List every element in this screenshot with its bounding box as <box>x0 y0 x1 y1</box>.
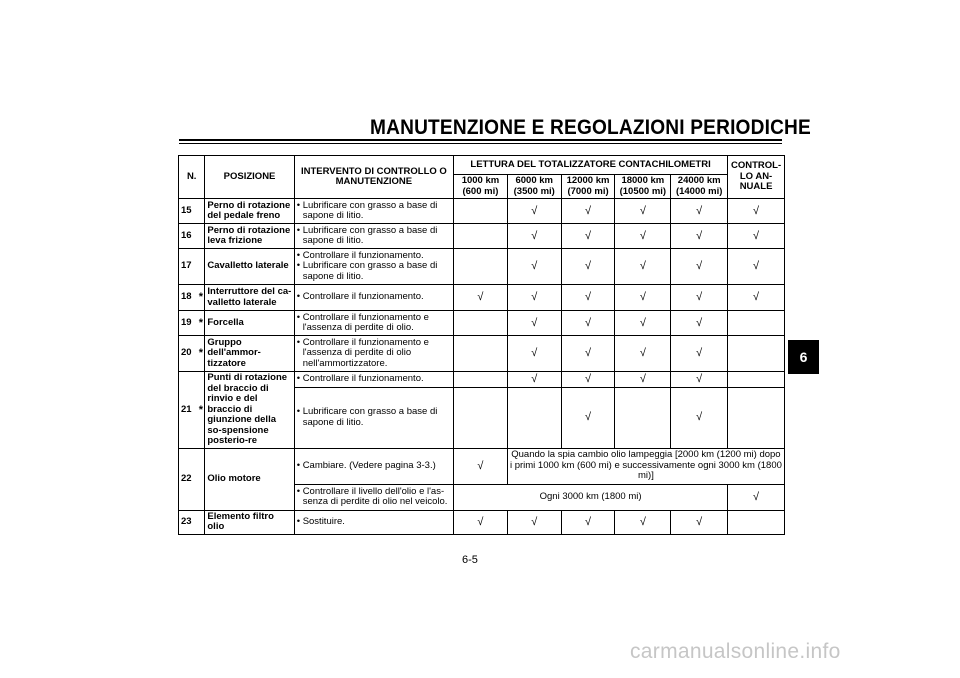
header-reading: LETTURA DEL TOTALIZZATORE CONTACHILOMETRI <box>454 156 728 175</box>
interval-4: 18000 km (10500 mi) <box>615 175 671 199</box>
check-mark: √ <box>507 224 561 249</box>
watermark[interactable]: carmanualsonline.info <box>630 640 841 663</box>
check-mark: √ <box>561 199 615 224</box>
position-cell: Interruttore del ca-valletto laterale <box>205 285 294 311</box>
check-mark: √ <box>561 249 615 285</box>
check-mark: √ <box>454 510 508 534</box>
position-cell: Perno di rotazione leva frizione <box>205 224 294 249</box>
check-mark: √ <box>728 484 785 510</box>
check-mark: √ <box>561 387 615 448</box>
table-row: 17 Cavalletto laterale • Controllare il funzionamento. • Lubrificare con grasso a base di sapone di litio. √ √ √ √ √ <box>179 249 785 285</box>
title-rule-thin <box>179 143 782 144</box>
chapter-tab: 6 <box>788 340 819 374</box>
table-row: • Controllare il livello dell'olio e l'as-senza di perdite di olio nel veicolo. Ogni 3000 km (1800 mi) √ <box>179 484 785 510</box>
interval-2: 6000 km (3500 mi) <box>507 175 561 199</box>
header-no: N. <box>179 156 205 199</box>
maintenance-table <box>178 155 785 535</box>
position-cell: Olio motore <box>205 448 294 510</box>
page-title: MANUTENZIONE E REGOLAZIONI PERIODICHE <box>370 116 811 139</box>
check-mark: √ <box>615 285 671 311</box>
check-mark: √ <box>671 199 728 224</box>
check-mark: √ <box>507 249 561 285</box>
position-cell: Perno di rotazione del pedale freno <box>205 199 294 224</box>
check-mark: √ <box>507 285 561 311</box>
interval-3: 12000 km (7000 mi) <box>561 175 615 199</box>
check-mark: √ <box>561 285 615 311</box>
interval-1: 1000 km (600 mi) <box>454 175 508 199</box>
check-mark: √ <box>728 249 785 285</box>
check-mark: √ <box>728 199 785 224</box>
check-mark: √ <box>507 311 561 336</box>
table-row: 15 Perno di rotazione del pedale freno • Lubrificare con grasso a base di sapone di litio. √ √ √ √ √ <box>179 199 785 224</box>
check-mark: √ <box>507 510 561 534</box>
table-row: 18 * Interruttore del ca-valletto laterale • Controllare il funzionamento. √ √ √ √ √ √ <box>179 285 785 311</box>
check-mark: √ <box>561 224 615 249</box>
check-mark: √ <box>561 510 615 534</box>
table-row: 22 Olio motore • Cambiare. (Vedere pagina 3-3.) √ Quando la spia cambio olio lampeggia [2000 km (1200 mi) dopo i primi 1000 km (600 mi) e successivamente ogni 3000 km (1800 mi)] <box>179 448 785 484</box>
position-cell: Forcella <box>205 311 294 336</box>
oil-change-note: Quando la spia cambio olio lampeggia [2000 km (1200 mi) dopo i primi 1000 km (600 mi) e successivamente ogni 3000 km (1800 mi)] <box>507 448 784 484</box>
check-mark: √ <box>671 249 728 285</box>
check-mark: √ <box>615 372 671 388</box>
check-mark: √ <box>507 372 561 388</box>
header-position: POSIZIONE <box>205 156 294 199</box>
check-mark: √ <box>671 336 728 372</box>
check-mark: √ <box>615 336 671 372</box>
check-mark: √ <box>454 448 508 484</box>
table-row: 19 * Forcella • Controllare il funzionamento e l'assenza di perdite di olio. √ √ √ √ <box>179 311 785 336</box>
page-number: 6-5 <box>462 554 478 566</box>
check-mark: √ <box>671 285 728 311</box>
check-mark: √ <box>615 249 671 285</box>
position-cell: Elemento filtro olio <box>205 510 294 534</box>
table-row: 20 * Gruppo dell'ammor-tizzatore • Controllare il funzionamento e l'assenza di perdite di olio nell'ammortizzatore. √ √ √ √ <box>179 336 785 372</box>
header-action: INTERVENTO DI CONTROLLO O MANUTENZIONE <box>294 156 453 199</box>
check-mark: √ <box>671 372 728 388</box>
check-mark: √ <box>671 311 728 336</box>
check-mark: √ <box>561 336 615 372</box>
check-mark: √ <box>615 199 671 224</box>
check-mark: √ <box>507 336 561 372</box>
interval-5: 24000 km (14000 mi) <box>671 175 728 199</box>
position-cell: Cavalletto laterale <box>205 249 294 285</box>
header-annual: CONTROL- LO AN- NUALE <box>728 156 785 199</box>
oil-check-note: Ogni 3000 km (1800 mi) <box>454 484 728 510</box>
check-mark: √ <box>615 510 671 534</box>
title-rule <box>179 139 782 141</box>
check-mark: √ <box>671 510 728 534</box>
check-mark: √ <box>454 285 508 311</box>
check-mark: √ <box>615 224 671 249</box>
check-mark: √ <box>671 224 728 249</box>
check-mark: √ <box>507 199 561 224</box>
check-mark: √ <box>671 387 728 448</box>
check-mark: √ <box>728 285 785 311</box>
check-mark: √ <box>615 311 671 336</box>
table-row: 16 Perno di rotazione leva frizione • Lubrificare con grasso a base di sapone di litio. √ √ √ √ √ <box>179 224 785 249</box>
check-mark: √ <box>728 224 785 249</box>
table-row: • Lubrificare con grasso a base di sapone di litio. √ √ <box>179 387 785 448</box>
check-mark: √ <box>561 311 615 336</box>
check-mark: √ <box>561 372 615 388</box>
position-cell: Punti di rotazione del braccio di rinvio e del braccio di giunzione della so-spensione posterio-re <box>205 372 294 449</box>
position-cell: Gruppo dell'ammor-tizzatore <box>205 336 294 372</box>
table-row: 23 Elemento filtro olio • Sostituire. √ √ √ √ √ <box>179 510 785 534</box>
table-row: 21 * Punti di rotazione del braccio di rinvio e del braccio di giunzione della so-spensione posterio-re • Controllare il funzionamento. √ √ √ √ <box>179 372 785 388</box>
